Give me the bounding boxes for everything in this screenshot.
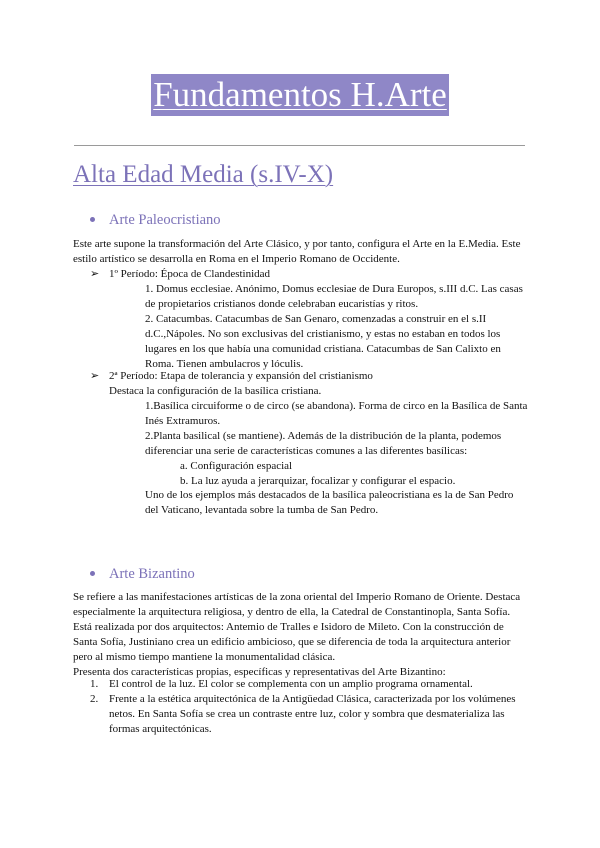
arrow-bullet-icon: ➢ — [90, 370, 100, 382]
paleo-heading-row — [90, 211, 221, 229]
period-1-list — [145, 282, 528, 372]
period-2-title: 2ª Período: Etapa de tolerancia y expansión del cristianismo — [109, 370, 373, 382]
biz-list-item: El control de la luz. El color se complementa con un amplio programa ornamental. — [109, 678, 473, 690]
arrow-bullet-icon: ➢ — [90, 268, 100, 280]
biz-intro-paragraph: Se refiere a las manifestaciones artísticas de la zona oriental del Imperio Romano de Oriente. Destaca especialmente la arquitectura religiosa, y dentro de ella, la Catedral de Constantinopla, Santa Sofía. Está realizada por dos arquitectos: Antemio de Tralles e Isidoro de Mileto. Con la construcción de Santa Sofía, Justiniano crea un edificio ambicioso, que se diferencia de toda la arquitectura anterior pero al mismo tiempo mantiene la monumentalidad clásica. — [73, 591, 521, 663]
paleo-intro: Este arte supone la transformación del Arte Clásico, y por tanto, configura el Arte en la E.Media. Este estilo artístico se desarrolla en Roma en el Imperio Romano de Occidente. — [73, 238, 521, 265]
divider — [74, 145, 525, 146]
list-item: a. Configuración espacial — [180, 460, 293, 472]
page-title: Fundamentos H.Arte — [153, 75, 447, 114]
biz-list-item: Frente a la estética arquitectónica de la Antigüedad Clásica, caracterizada por los volúmenes netos. En Santa Sofía se crea un contraste entre luz, color y sombra que desmaterializa las formas arquitectónicas. — [109, 693, 516, 735]
bullet-icon — [90, 571, 95, 576]
list-item: 2. Catacumbas. Catacumbas de San Genaro, comenzadas a construir en el s.II d.C.,Nápoles. No son exclusivas del cristianismo, y estas no estaban en todos los lugares en los que había una comunidad cristiana. Catacumbas de San Calixto en Roma. Tienen ambulacros y lóculis. — [145, 313, 501, 370]
biz-heading-row — [90, 565, 195, 583]
biz-list-number: 1. — [90, 678, 99, 690]
list-item: 1. Domus ecclesiae. Anónimo, Domus ecclesiae de Dura Europos, s.III d.C. Las casas de propietarios cristianos donde celebraban eucaristías y ritos. — [145, 283, 523, 310]
period-2-conclusion: Uno de los ejemplos más destacados de la basílica paleocristiana es la de San Pedro del Vaticano, levantada sobre la tumba de San Pedro. — [145, 489, 514, 516]
list-item: 1.Basílica circuiforme o de circo (se abandona). Forma de circo en la Basílica de Santa Inés Extramuros. — [145, 400, 528, 427]
period-2-list — [145, 399, 528, 459]
period-2-sublist — [180, 459, 528, 489]
section-heading: Alta Edad Media (s.IV-X) — [73, 161, 334, 188]
biz-intro-paragraph-2: Presenta dos características propias, específicas y representativas del Arte Bizantino: — [73, 666, 446, 678]
list-item: b. La luz ayuda a jerarquizar, focalizar y configurar el espacio. — [180, 475, 456, 487]
biz-heading: Arte Bizantino — [109, 566, 195, 582]
biz-list-number: 2. — [90, 693, 99, 705]
list-item: 2.Planta basilical (se mantiene). Además de la distribución de la planta, podemos diferenciar una serie de características comunes a las diferentes basílicas: — [145, 430, 502, 457]
title-wrap — [0, 74, 600, 116]
paleo-heading: Arte Paleocristiano — [109, 212, 221, 228]
period-1-title: 1º Período: Época de Clandestinidad — [109, 268, 271, 280]
biz-intro — [73, 590, 528, 680]
bullet-icon — [90, 217, 95, 222]
period-2-subtitle: Destaca la configuración de la basílica cristiana. — [109, 385, 322, 397]
